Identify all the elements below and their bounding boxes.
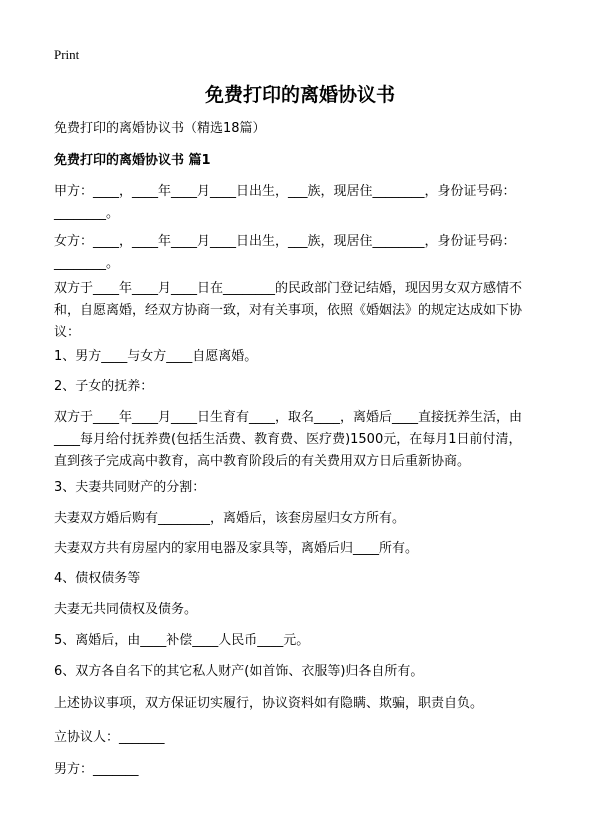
preamble-line: 议： <box>54 325 81 340</box>
clause-4-text: 夫妻无共同债权及债务。 <box>54 602 198 617</box>
party-b-line: 女方：____，____年____月____日出生，___族，现居住________，身份证号码： <box>54 234 516 249</box>
clause-3-text: 夫妻双方婚后购有________，离婚后，该套房屋归女方所有。 <box>54 511 406 526</box>
clause-2-heading: 2、子女的抚养： <box>54 379 154 394</box>
party-a-id-line: ________。 <box>54 206 120 221</box>
preamble-line: 双方于____年____月____日在________的民政部门登记结婚，现因男女双方感情不 <box>54 281 523 296</box>
clause-2-text: 双方于____年____月____日生育有____，取名____，离婚后____直接抚养生活，由 <box>54 410 523 425</box>
closing-statement: 上述协议事项，双方保证切实履行，协议资料如有隐瞒、欺骗，职责自负。 <box>54 696 484 711</box>
clause-2-text: 直到孩子完成高中教育，高中教育阶段后的有关费用双方日后重新协商。 <box>54 454 471 469</box>
clause-6: 6、双方各自名下的其它私人财产(如首饰、衣服等)归各自所有。 <box>54 664 424 679</box>
party-b-id-line: ________。 <box>54 256 120 271</box>
clause-3-heading: 3、夫妻共同财产的分割： <box>54 480 206 495</box>
clause-5: 5、离婚后，由____补偿____人民币____元。 <box>54 633 310 648</box>
clause-3-text: 夫妻双方共有房屋内的家用电器及家具等，离婚后归____所有。 <box>54 541 419 556</box>
male-party-signature-line: 男方：_______ <box>54 762 139 777</box>
clause-2-text: ____每月给付抚养费(包括生活费、教育费、医疗费)1500元，在每月1日前付清， <box>54 432 522 447</box>
clause-4-heading: 4、债权债务等 <box>54 571 141 586</box>
print-link[interactable]: Print <box>54 47 80 62</box>
preamble-line: 和，自愿离婚，经双方协商一致，对有关事项，依照《婚姻法》的规定达成如下协 <box>54 303 523 318</box>
document-subtitle: 免费打印的离婚协议书（精选18篇） <box>54 121 266 136</box>
signatory-line: 立协议人：_______ <box>54 730 165 745</box>
document-title: 免费打印的离婚协议书 <box>204 84 395 106</box>
clause-1: 1、男方____与女方____自愿离婚。 <box>54 349 258 364</box>
section-heading: 免费打印的离婚协议书 篇1 <box>54 153 211 168</box>
party-a-line: 甲方：____，____年____月____日出生，___族，现居住________，身份证号码： <box>54 184 516 199</box>
